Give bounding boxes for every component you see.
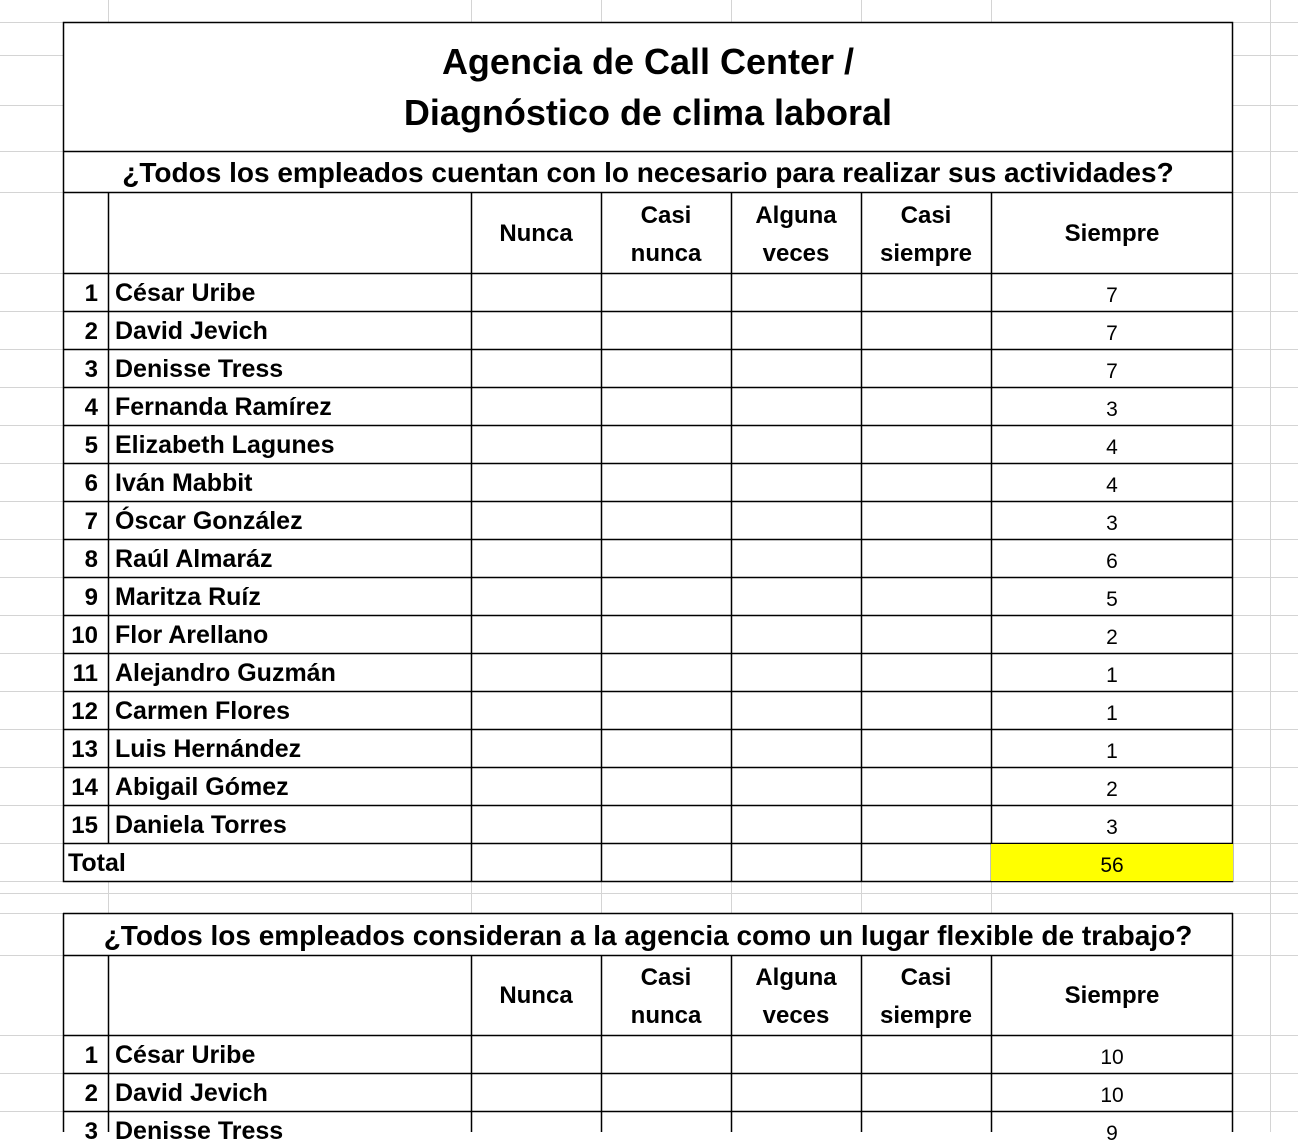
row-number: 7 [84, 508, 98, 535]
employee-name[interactable]: Luis Hernández [115, 735, 302, 763]
siempre-value[interactable]: 3 [1106, 512, 1118, 535]
row-number: 13 [71, 736, 98, 763]
siempre-value[interactable]: 5 [1106, 588, 1118, 611]
row-number: 12 [71, 698, 98, 725]
header-casi-nunca-1: Casi [640, 202, 692, 229]
row-number: 2 [84, 318, 98, 345]
header-casi-nunca-1: Casi [640, 964, 692, 991]
siempre-value[interactable]: 2 [1106, 626, 1118, 649]
header-siempre: Siempre [1064, 982, 1160, 1009]
employee-name[interactable]: Óscar González [115, 507, 303, 535]
section2-question: ¿Todos los empleados consideran a la agencia como un lugar flexible de trabajo? [103, 920, 1193, 951]
section1-question: ¿Todos los empleados cuentan con lo necesario para realizar sus actividades? [122, 157, 1174, 188]
row-number: 3 [84, 1118, 98, 1145]
employee-name[interactable]: Flor Arellano [115, 621, 269, 649]
header-casi-siempre-1: Casi [900, 964, 952, 991]
employee-name[interactable]: Maritza Ruíz [115, 583, 261, 611]
row-number: 14 [71, 774, 98, 801]
row-number: 3 [84, 356, 98, 383]
header-nunca: Nunca [499, 982, 573, 1009]
total-label: Total [68, 849, 126, 877]
employee-name[interactable]: Iván Mabbit [115, 469, 253, 497]
employee-name[interactable]: David Jevich [115, 1079, 268, 1107]
employee-name[interactable]: Abigail Gómez [115, 773, 289, 801]
header-alguna-veces-1: Alguna [755, 202, 837, 229]
siempre-value[interactable]: 1 [1106, 664, 1118, 687]
row-number: 6 [84, 470, 98, 497]
header-alguna-veces-2: veces [762, 240, 830, 267]
employee-name[interactable]: César Uribe [115, 1041, 256, 1069]
employee-name[interactable]: Denisse Tress [115, 355, 284, 383]
employee-name[interactable]: Elizabeth Lagunes [115, 431, 335, 459]
header-casi-nunca-2: nunca [630, 1002, 702, 1029]
header-alguna-veces-2: veces [762, 1002, 830, 1029]
header-siempre: Siempre [1064, 220, 1160, 247]
employee-name[interactable]: Fernanda Ramírez [115, 393, 332, 421]
total-siempre-value[interactable]: 56 [1100, 854, 1124, 877]
row-number: 1 [84, 280, 98, 307]
employee-name[interactable]: Raúl Almaráz [115, 545, 273, 573]
siempre-value[interactable]: 10 [1100, 1084, 1124, 1107]
header-alguna-veces-1: Alguna [755, 964, 837, 991]
siempre-value[interactable]: 6 [1106, 550, 1118, 573]
row-number: 2 [84, 1080, 98, 1107]
siempre-value[interactable]: 7 [1106, 284, 1118, 307]
row-number: 1 [84, 1042, 98, 1069]
row-number: 11 [72, 660, 98, 687]
employee-name[interactable]: Denisse Tress [115, 1117, 284, 1145]
title-line-1: Agencia de Call Center / [441, 41, 855, 82]
row-number: 10 [71, 622, 98, 649]
siempre-value[interactable]: 4 [1106, 474, 1118, 497]
siempre-value[interactable]: 7 [1106, 322, 1118, 345]
header-casi-siempre-1: Casi [900, 202, 952, 229]
siempre-value[interactable]: 1 [1106, 702, 1118, 725]
employee-name[interactable]: Alejandro Guzmán [115, 659, 336, 687]
title-line-2: Diagnóstico de clima laboral [403, 92, 893, 133]
row-number: 4 [84, 394, 98, 421]
siempre-value[interactable]: 10 [1100, 1046, 1124, 1069]
row-number: 8 [84, 546, 98, 573]
siempre-value[interactable]: 9 [1106, 1122, 1118, 1145]
siempre-value[interactable]: 7 [1106, 360, 1118, 383]
header-casi-siempre-2: siempre [879, 1002, 973, 1029]
siempre-value[interactable]: 1 [1106, 740, 1118, 763]
row-number: 15 [71, 812, 98, 839]
row-number: 5 [84, 432, 98, 459]
header-casi-siempre-2: siempre [879, 240, 973, 267]
header-nunca: Nunca [499, 220, 573, 247]
siempre-value[interactable]: 4 [1106, 436, 1118, 459]
siempre-value[interactable]: 3 [1106, 816, 1118, 839]
employee-name[interactable]: Carmen Flores [115, 697, 291, 725]
row-number: 9 [84, 584, 98, 611]
employee-name[interactable]: Daniela Torres [115, 811, 287, 839]
siempre-value[interactable]: 2 [1106, 778, 1118, 801]
employee-name[interactable]: César Uribe [115, 279, 256, 307]
header-casi-nunca-2: nunca [630, 240, 702, 267]
employee-name[interactable]: David Jevich [115, 317, 268, 345]
siempre-value[interactable]: 3 [1106, 398, 1118, 421]
